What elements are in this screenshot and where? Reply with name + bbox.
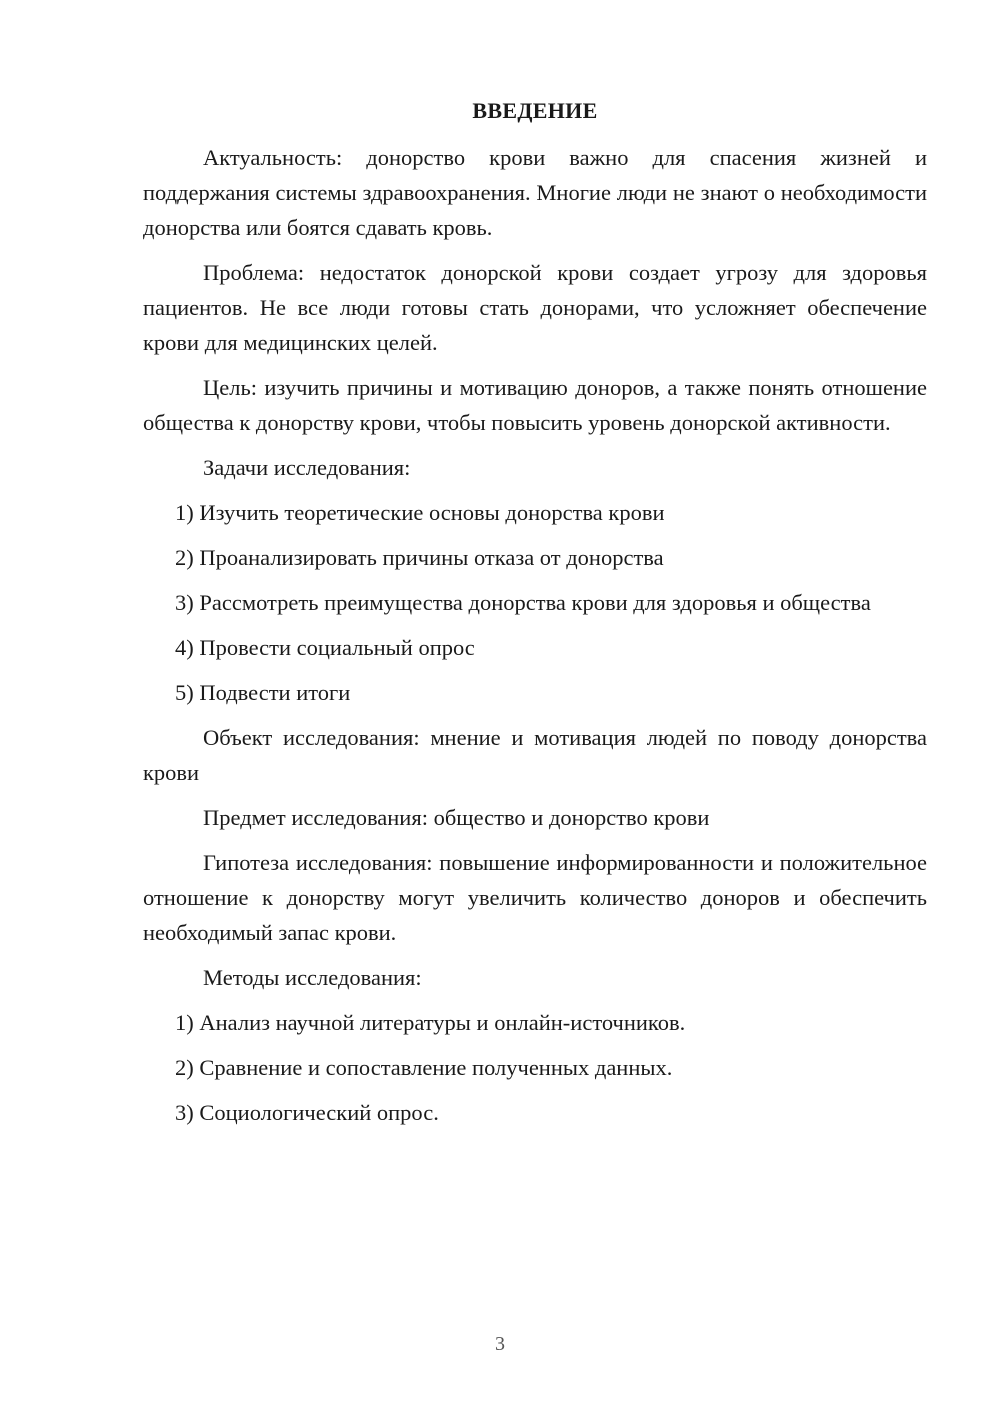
task-item: 3) Рассмотреть преимущества донорства крови для здоровья и общества [175, 590, 871, 615]
task-item: 4) Провести социальный опрос [175, 635, 475, 660]
task-item: 1) Изучить теоретические основы донорства крови [175, 500, 665, 525]
document-page [143, 96, 927, 1140]
object-paragraph: Объект исследования: мнение и мотивация людей по поводу донорства крови [143, 725, 927, 785]
subject-paragraph: Предмет исследования: общество и донорство крови [203, 805, 710, 830]
method-item: 3) Социологический опрос. [175, 1100, 439, 1125]
methods-heading: Методы исследования: [203, 965, 422, 990]
page-number: 3 [495, 1333, 505, 1355]
methods-list [143, 1005, 927, 1130]
page-title: ВВЕДЕНИЕ [472, 98, 598, 123]
goal-paragraph: Цель: изучить причины и мотивацию доноров, а также понять отношение общества к донорству крови, чтобы повысить уровень донорской активности. [143, 375, 927, 435]
hypothesis-paragraph: Гипотеза исследования: повышение информированности и положительное отношение к донорству могут увеличить количество доноров и обеспечить необходимый запас крови. [143, 850, 927, 945]
method-item: 2) Сравнение и сопоставление полученных данных. [175, 1055, 673, 1080]
relevance-paragraph: Актуальность: донорство крови важно для спасения жизней и поддержания системы здравоохранения. Многие люди не знают о необходимости донорства или боятся сдавать кровь. [143, 145, 927, 240]
task-item: 5) Подвести итоги [175, 680, 351, 705]
method-item: 1) Анализ научной литературы и онлайн-источников. [175, 1010, 686, 1035]
task-item: 2) Проанализировать причины отказа от донорства [175, 545, 664, 570]
problem-paragraph: Проблема: недостаток донорской крови создает угрозу для здоровья пациентов. Не все люди готовы стать донорами, что усложняет обеспечение крови для медицинских целей. [143, 260, 927, 355]
tasks-list [143, 495, 927, 710]
tasks-heading: Задачи исследования: [203, 455, 411, 480]
